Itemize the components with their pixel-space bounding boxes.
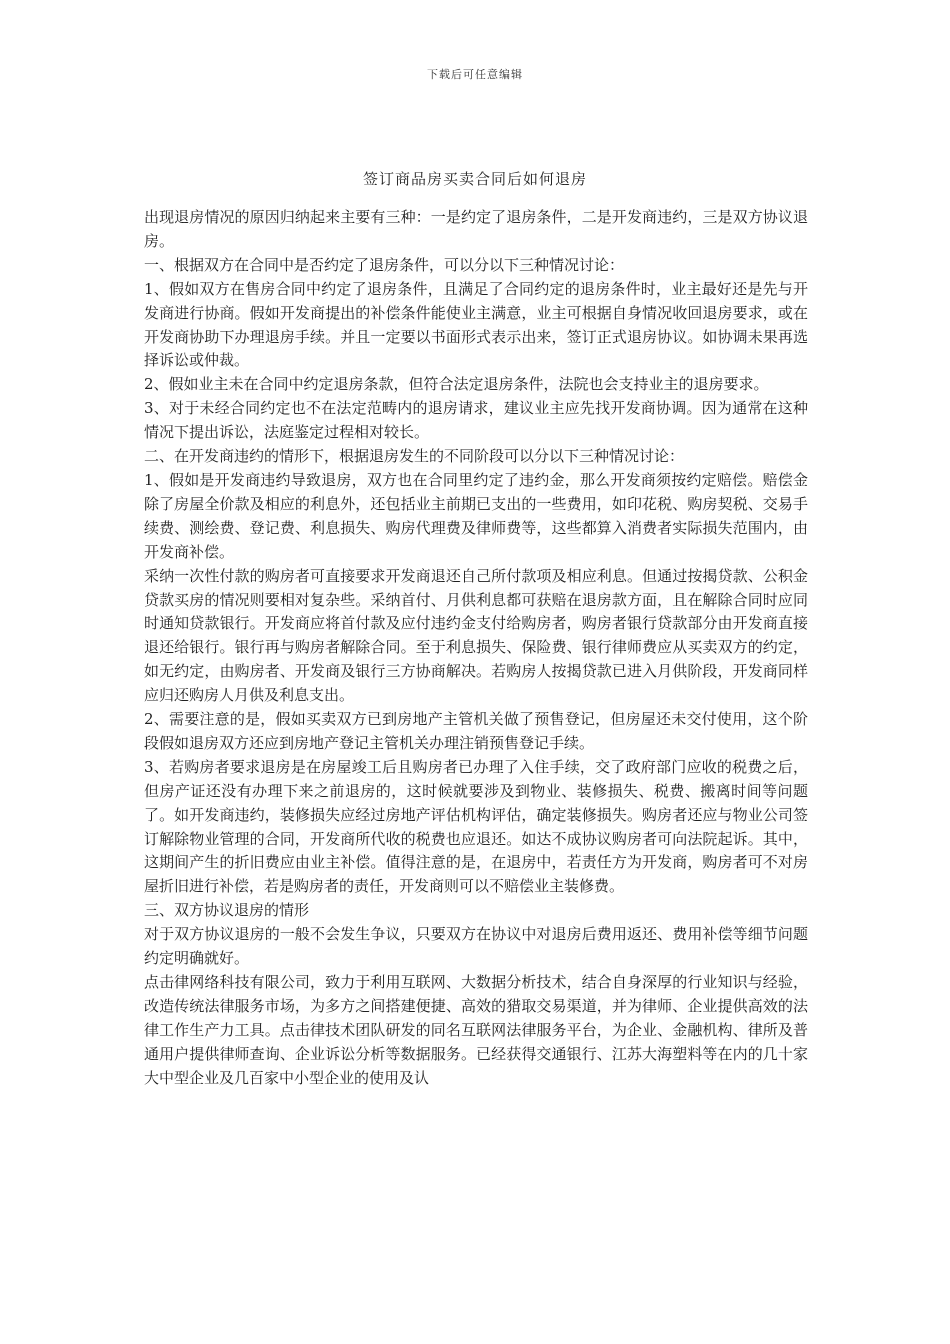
paragraph-2-2: 2、需要注意的是，假如买卖双方已到房地产主管机关做了预售登记，但房屋还未交付使用，这个阶段假如退房双方还应到房地产登记主管机关办理注销预售登记手续。 (144, 710, 808, 752)
paragraph-company-intro: 点击律网络科技有限公司，致力于利用互联网、大数据分析技术，结合自身深厚的行业知识与经验，改造传统法律服务市场，为多方之间搭建便捷、高效的猎取交易渠道，并为律师、企业提供高效的法律工作生产力工具。点击律技术团队研发的同名互联网法律服务平台，为企业、金融机构、律所及普通用户提供律师查询、企业诉讼分析等数据服务。已经获得交通银行、江苏大海塑料等在内的几十家大中型企业及几百家中小型企业的使用及认 (144, 973, 808, 1087)
paragraph-1-3: 3、对于未经合同约定也不在法定范畴内的退房请求，建议业主应先找开发商协调。因为通常在这种情况下提出诉讼，法庭鉴定过程相对较长。 (144, 399, 808, 442)
paragraph-2-1: 1、假如是开发商违约导致退房，双方也在合同里约定了违约金，那么开发商须按约定赔偿。赔偿金除了房屋全价款及相应的利息外，还包括业主前期已支出的一些费用，如印花税、购房契税、交易手续费、测绘费、登记费、利息损失、购房代理费及律师费等，这些都算入消费者实际损失范围内，由开发商补偿。 (144, 470, 808, 561)
paragraph-2-3: 3、若购房者要求退房是在房屋竣工后且购房者已办理了入住手续，交了政府部门应收的税费之后，但房产证还没有办理下来之前退房的，这时候就要涉及到物业、装修损失、税费、搬离时间等问题了。如开发商违约，装修损失应经过房地产评估机构评估，确定装修损失。购房者还应与物业公司签订解除物业管理的合同，开发商所代收的税费也应退还。如达不成协议购房者可向法院起诉。其中，这期间产生的折旧费应由业主补偿。值得注意的是，在退房中，若责任方为开发商，购房者可不对房屋折旧进行补偿，若是购房者的责任，开发商则可以不赔偿业主装修费。 (144, 757, 808, 896)
document-body (144, 206, 808, 1091)
section-heading-2: 二、在开发商违约的情形下，根据退房发生的不同阶段可以分以下三种情况讨论： (144, 447, 685, 466)
paragraph-intro: 出现退房情况的原因归纳起来主要有三种：一是约定了退房条件，二是开发商违约，三是双方协议退房。 (144, 208, 808, 250)
document-title: 签订商品房买卖合同后如何退房 (362, 170, 587, 188)
paragraph-3-1: 对于双方协议退房的一般不会发生争议，只要双方在协议中对退房后费用返还、费用补偿等细节问题约定明确就好。 (144, 925, 808, 968)
paragraph-1-2: 2、假如业主未在合同中约定退房条款，但符合法定退房条件，法院也会支持业主的退房要求。 (144, 375, 769, 394)
section-heading-1: 一、根据双方在合同中是否约定了退房条件，可以分以下三种情况讨论： (144, 255, 625, 274)
paragraph-2-1-continued: 采纳一次性付款的购房者可直接要求开发商退还自己所付款项及相应利息。但通过按揭贷款、公积金贷款买房的情况则要相对复杂些。采纳首付、月供利息都可获赔在退房款方面，且在解除合同时应同时通知贷款银行。开发商应将首付款及应付违约金支付给购房者，购房者银行贷款部分由开发商直接退还给银行。银行再与购房者解除合同。至于利息损失、保险费、银行律师费应从买卖双方的约定，如无约定，由购房者、开发商及银行三方协商解决。若购房人按揭贷款已进入月供阶段，开发商同样应归还购房人月供及利息支出。 (144, 566, 808, 705)
section-heading-3: 三、双方协议退房的情形 (144, 901, 310, 920)
paragraph-1-1: 1、假如双方在售房合同中约定了退房条件，且满足了合同约定的退房条件时，业主最好还是先与开发商进行协商。假如开发商提出的补偿条件能使业主满意，业主可根据自身情况收回退房要求，或在开发商协助下办理退房手续。并且一定要以书面形式表示出来，签订正式退房协议。如协调未果再选择诉讼或仲裁。 (144, 279, 808, 370)
page-header-note: 下载后可任意编辑 (427, 68, 523, 81)
